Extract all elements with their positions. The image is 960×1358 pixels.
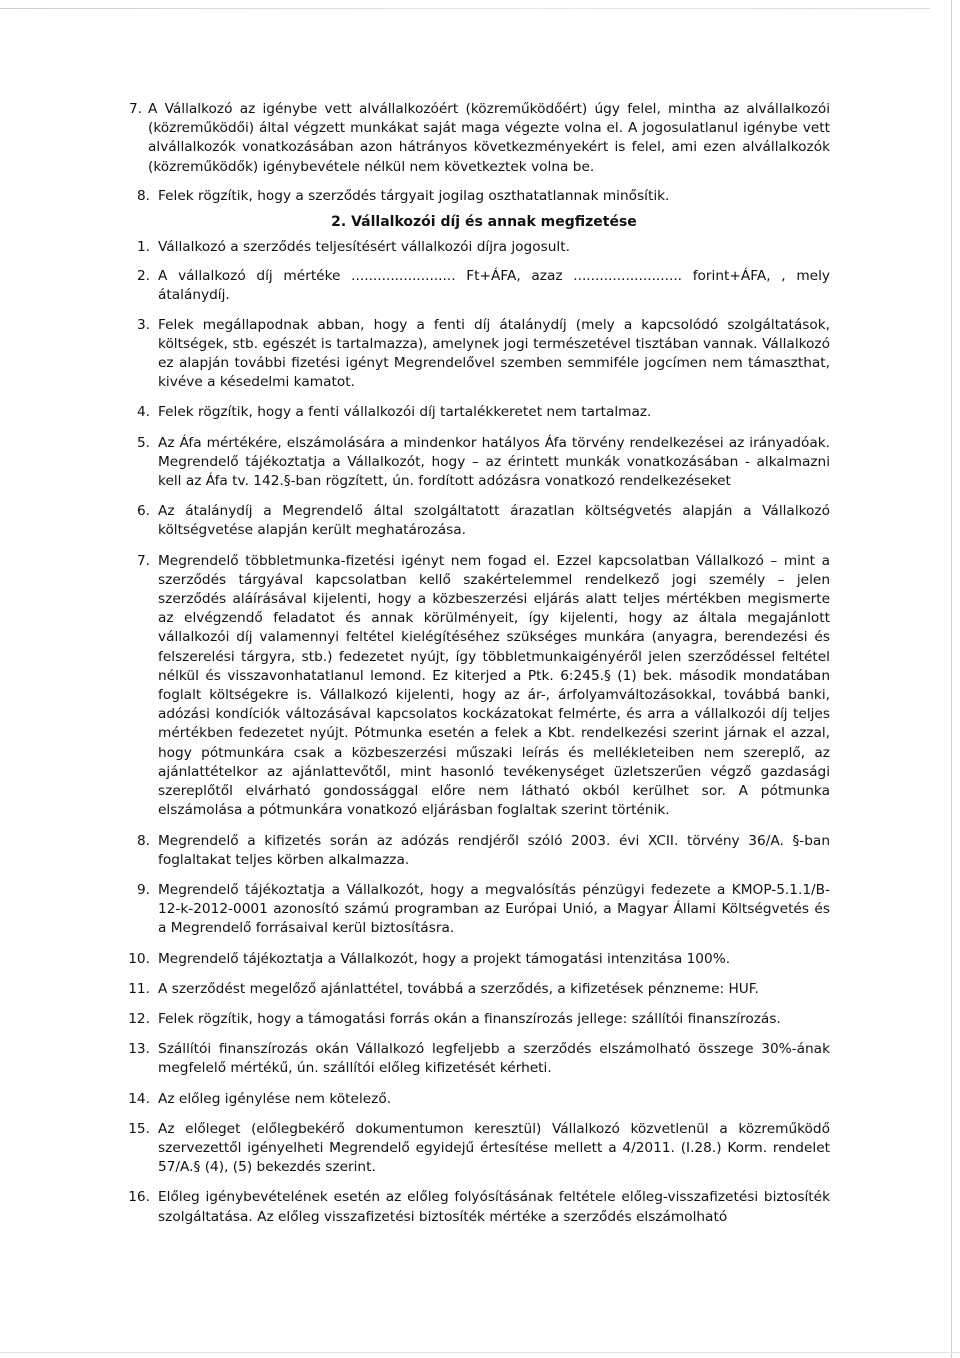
- item-text: Az előleget (előlegbekérő dokumentumon keresztül) Vállalkozó közvetlenül a közreműködő szervezettől igényelheti Megrendelő egyidejű értesítése mellett a 4/2011. (I.28.) Korm. rendelet 57/A.§ (4), (5) bekezdés szerint.: [158, 1120, 830, 1176]
- item-number: 4.: [136, 404, 150, 421]
- list-item: [118, 267, 830, 305]
- item-text: Szállítói finanszírozás okán Vállalkozó legfeljebb a szerződés elszámolható összege 30%-ának megfelelő mértékű, ún. szállítói előleg kifizetését kérheti.: [158, 1041, 830, 1077]
- item-number: 12.: [128, 1010, 150, 1027]
- scan-edge-top: [0, 8, 930, 9]
- item-text: A szerződést megelőző ajánlattétel, továbbá a szerződés, a kifizetések pénzneme: HUF.: [158, 980, 759, 997]
- item-number: 7.: [136, 552, 150, 569]
- list-item: [118, 950, 830, 969]
- item-text: Megrendelő a kifizetés során az adózás rendjéről szóló 2003. évi XCII. törvény 36/A. §-ban foglaltakat teljes körben alkalmazza.: [158, 832, 830, 868]
- prior-item-number: 7.: [128, 101, 142, 117]
- item-text: Megrendelő tájékoztatja a Vállalkozót, hogy a projekt támogatási intenzitása 100%.: [158, 950, 731, 967]
- item-text: Megrendelő tájékoztatja a Vállalkozót, hogy a megvalósítás pénzügyi fedezete a KMOP-5.1.1/B-12-k-2012-0001 azonosító számú programban az Európai Unió, a Magyar Állami Költségvetés és a Megrendelő forrásaival kerül biztosításra.: [158, 881, 830, 937]
- list-item: [118, 502, 830, 540]
- item-number: 3.: [136, 316, 150, 333]
- list-item: [118, 1188, 830, 1226]
- item-number: 10.: [128, 950, 150, 967]
- item-text: Felek megállapodnak abban, hogy a fenti díj átalánydíj (mely a kapcsolódó szolgáltatások, költségek, stb. egészét is tartalmazza), amelynek jogi természetével tisztában vannak. Vállalkozó ez alapján további fizetési igényt Megrendelővel szemben semmiféle jogcímen nem támaszthat, kivéve a késedelmi kamatot.: [158, 316, 830, 391]
- scan-edge-right: [951, 0, 952, 1358]
- item-number: 11.: [128, 980, 150, 997]
- prior-item-text: Felek rögzítik, hogy a szerződés tárgyait jogilag oszthatatlannak minősítik.: [158, 187, 670, 204]
- item-text: Felek rögzítik, hogy a támogatási forrás okán a finanszírozás jellege: szállítói finanszírozás.: [158, 1010, 781, 1027]
- item-number: 16.: [128, 1189, 150, 1206]
- item-text: Az Áfa mértékére, elszámolására a mindenkor hatályos Áfa törvény rendelkezései az irányadóak. Megrendelő tájékoztatja a Vállalkozót, hogy – az érintett munkák vonatkozásában - alkalmazni kell az Áfa tv. 142.§-ban rögzített, ún. fordított adózásra vonatkozó rendelkezéseket: [158, 434, 830, 490]
- item-text: Felek rögzítik, hogy a fenti vállalkozói díj tartalékkeretet nem tartalmaz.: [158, 404, 652, 421]
- prior-item-8: [118, 187, 830, 206]
- item-text: A vállalkozó díj mértéke ........................ Ft+ÁFA, azaz ......................... forint+ÁFA, , mely átalánydíj.: [158, 268, 830, 304]
- item-number: 5.: [136, 434, 150, 451]
- list-item: [118, 552, 830, 821]
- item-number: 15.: [128, 1120, 150, 1137]
- section-title: 2. Vállalkozói díj és annak megfizetése: [331, 214, 637, 231]
- list-item: [118, 403, 830, 422]
- prior-item-7: [118, 100, 830, 177]
- list-item: [118, 832, 830, 870]
- prior-item-number: 8.: [136, 187, 150, 204]
- item-number: 1.: [136, 239, 150, 256]
- list-item: [118, 434, 830, 492]
- item-text: Az átalánydíj a Megrendelő által szolgáltatott árazatlan költségvetés alapján a Vállalkozó költségvetése alapján került meghatározása.: [158, 503, 830, 539]
- list-item: [118, 238, 830, 257]
- item-text: Az előleg igénylése nem kötelező.: [158, 1090, 392, 1107]
- list-item: [118, 1120, 830, 1178]
- list-item: [118, 980, 830, 999]
- item-number: 14.: [128, 1090, 150, 1107]
- list-item: [118, 881, 830, 939]
- item-text: Előleg igénybevételének esetén az előleg folyósításának feltétele előleg-visszafizetési biztosíték szolgáltatása. Az előleg visszafizetési biztosíték mértéke a szerződés elszámolható: [158, 1189, 830, 1225]
- list-item: [118, 316, 830, 393]
- list-item: [118, 1010, 830, 1029]
- item-number: 2.: [136, 268, 150, 285]
- document-body: [118, 100, 830, 1227]
- item-number: 8.: [136, 832, 150, 849]
- item-text: Vállalkozó a szerződés teljesítésért vállalkozói díjra jogosult.: [158, 239, 570, 256]
- item-text: Megrendelő többletmunka-fizetési igényt nem fogad el. Ezzel kapcsolatban Vállalkozó – mint a szerződés tárgyával kapcsolatban kellő szakértelemmel rendelkező jogi személy – jelen szerződés aláírásával kijelenti, hogy a közbeszerzési eljárás alatt teljes mértékben megismerte az elvégzendő feladatot és annak körülményeit, így kijelenti, hogy az általa megajánlott vállalkozói díj valamennyi feltétel kielégítéséhez szükséges munkára (anyagra, berendezési és felszerelési tárgyra, stb.) fedezetet nyújt, így többletmunkaigényéről jelen szerződéssel feltétel nélkül és visszavonhatatlanul lemond. Ez kiterjed a Ptk. 6:245.§ (1) bek. második mondatában foglalt költségekre is. Vállalkozó kijelenti, hogy az ár-, árfolyamváltozásokkal, továbbá banki, adózási kondíciók változásával kapcsolatos kockázatokat felmérte, és arra a vállalkozói díj teljes mértékben fedezetet nyújt. Pótmunka esetén a felek a Kbt. rendelkezési szerint járnak el azzal, hogy pótmunkára csak a közbeszerzési műszaki leírás és mellékleteiben nem szereplő, az ajánlattételkor az ajánlattevőtől, mint hasonló tevékenységet üzletszerűen végző gazdasági szereplőtől elvárható gondossággal előre nem látható okból kerülhet sor. A pótmunka elszámolása a pótmunkára vonatkozó eljárásban foglaltak szerint történik.: [158, 552, 830, 819]
- item-number: 9.: [136, 881, 150, 898]
- item-number: 6.: [136, 503, 150, 520]
- list-item: [118, 1090, 830, 1109]
- item-number: 13.: [128, 1041, 150, 1058]
- list-item: [118, 1040, 830, 1078]
- scan-edge-bottom: [0, 1352, 960, 1353]
- prior-item-text: A Vállalkozó az igénybe vett alvállalkozóért (közreműködőért) úgy felel, mintha az alvállalkozói (közreműködői) által végzett munkákat saját maga végezte volna el. A jogosulatlanul igénybe vett alvállalkozók vonatkozásában azon hátrányos következményekért is felel, ami ezen alvállalkozók (közreműködők) igénybevétele nélkül nem következtek volna be.: [148, 101, 830, 175]
